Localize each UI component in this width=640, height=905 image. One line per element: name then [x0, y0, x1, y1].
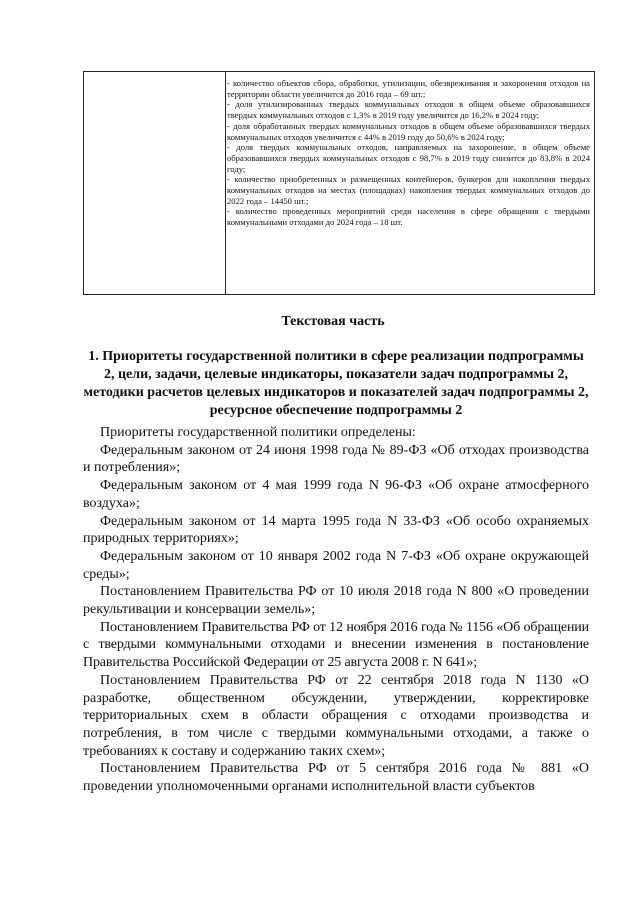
indicator-item: - количество проведенных мероприятий среди населения в сфере обращения с твердыми коммунальными отходами до 2024 года – 18 шт.: [227, 206, 590, 228]
section-title: Текстовая часть: [281, 314, 385, 329]
indicator-item: - доля твердых коммунальных отходов, направляемых на захоронение, в общем объеме образовавшихся твердых коммунальных отходов с 98,7% в 2019 году снизится до 83,8% в 2024 году;: [227, 142, 590, 174]
paragraph: Постановлением Правительства РФ от 12 ноября 2016 года № 1156 «Об обращении с твердыми коммунальными отходами и внесении изменения в постановление Правительства Российской Федерации от 25 августа 2008 г. N 641»;: [83, 619, 589, 671]
indicator-item: - доля утилизированных твердых коммунальных отходов в общем объеме образовавшихся твердых коммунальных отходов с 1,3% в 2019 году увеличится до 16,2% в 2024 году;: [227, 99, 590, 121]
section-heading: [83, 348, 589, 420]
paragraph: Федеральным законом от 4 мая 1999 года N 96-ФЗ «Об охране атмосферного воздуха»;: [83, 478, 589, 511]
paragraph: Федеральным законом от 10 января 2002 года N 7-ФЗ «Об охране окружающей среды»;: [83, 548, 589, 582]
paragraph: Постановлением Правительства РФ от 10 июля 2018 года N 800 «О проведении рекультивации и консервации земель»;: [83, 584, 589, 618]
heading-text: 1. Приоритеты государственной политики в сфере реализации подпрограммы 2, цели, задачи, целевые индикаторы, показатели задач подпрограммы 2, методики расчетов целевых индикаторов и показателей задач подпрограммы 2, ресурсное обеспечение подпрограммы 2: [83, 349, 589, 418]
body-text: [83, 424, 589, 796]
paragraph: Федеральным законом от 24 июня 1998 года № 89-ФЗ «Об отходах производства и потребления»;: [83, 442, 589, 476]
indicators-table: [83, 71, 595, 295]
table-values-cell: [227, 78, 590, 228]
table-label-cell: [84, 72, 226, 294]
indicator-item: - количество объектов сбора, обработки, утилизации, обезвреживания и захоронения отходов на территории области увеличится до 2016 года – 69 шт.;: [227, 78, 590, 99]
indicator-item: - количество приобретенных и размещенных контейнеров, бункеров для накопления твердых коммунальных отходов на местах (площадках) накопления твердых коммунальных отходов до 2022 года – 14450 шт.;: [227, 174, 590, 206]
paragraph: Постановлением Правительства РФ от 22 сентября 2018 года N 1130 «О разработке, общественном обсуждении, утверждении, корректировке территориальных схем в области обращения с отходами производства и потребления, в том числе с твердыми коммунальными отходами, а также о требованиях к составу и содержанию таких схем»;: [83, 672, 589, 759]
paragraph: Приоритеты государственной политики определены:: [100, 425, 416, 440]
paragraph: Постановлением Правительства РФ от 5 сентября 2016 года № 881 «О проведении уполномоченными органами исполнительной власти субъектов: [83, 761, 589, 795]
paragraph: Федеральным законом от 14 марта 1995 года N 33-ФЗ «Об особо охраняемых природных территориях»;: [83, 513, 589, 547]
indicator-item: - доля обработанных твердых коммунальных отходов в общем объеме образовавшихся твердых коммунальных отходов увеличится с 44% в 2019 году до 50,6% в 2024 году;: [227, 120, 590, 142]
